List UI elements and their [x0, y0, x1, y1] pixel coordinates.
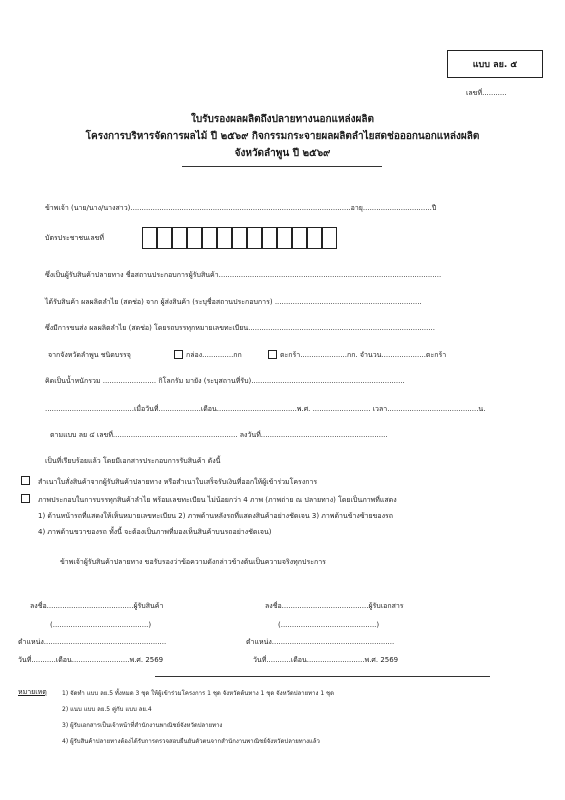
id-digit-box[interactable]: [262, 227, 277, 249]
vehicle-plate-field[interactable]: ซึ่งมีการขนส่ง ผลผลิตลำไย (สดช่อ) โดยรถบรรทุกหมายเลขทะเบียน....................................................................................: [45, 324, 436, 332]
documents-intro: เป็นที่เรียบร้อยแล้ว โดยมีเอกสารประกอบการรับสินค้า ดังนี้: [45, 457, 221, 465]
title-line-3: จังหวัดลำพูน ปี ๒๕๖๙: [234, 148, 331, 159]
name-age-field[interactable]: ข้าพเจ้า (นาย/นาง/นางสาว)...................................................................................................อายุ...............................ปี: [45, 204, 437, 212]
id-digit-box[interactable]: [142, 227, 157, 249]
receiver-signature-line[interactable]: ลงชื่อ.......................................ผู้รับสินค้า: [30, 602, 164, 610]
note-item: 3) ผู้รับเอกสารเป็นเจ้าหน้าที่สำนักงานพาณิชย์จังหวัดปลายทาง: [62, 722, 223, 729]
id-digit-box[interactable]: [292, 227, 307, 249]
ly4-reference-field[interactable]: ตามแบบ ลย ๔ เลขที่........................................................ ลงวันที่.........................................................: [50, 431, 388, 439]
id-digit-box[interactable]: [187, 227, 202, 249]
checklist-item-1-text: สำเนาใบสั่งสินค้าจากผู้รับสินค้าปลายทาง หรือสำเนาใบเสร็จรับเงินที่ออกให้ผู้เข้าร่วมโครงการ: [38, 478, 318, 486]
officer-name-line[interactable]: (...........................................): [278, 621, 380, 629]
receiver-date-line[interactable]: วันที่...........เดือน..........................พ.ศ. 2569: [18, 656, 164, 664]
certification-statement: ข้าพเจ้าผู้รับสินค้าปลายทาง ขอรับรองว่าข้อความดังกล่าวข้างต้นเป็นความจริงทุกประการ: [60, 558, 326, 566]
box-checkbox[interactable]: [174, 350, 183, 359]
packaging-label: จากจังหวัดลำพูน ชนิดบรรจุ: [48, 351, 131, 359]
photo-evidence-checkbox[interactable]: [21, 494, 30, 503]
id-digit-box[interactable]: [277, 227, 292, 249]
id-digit-box[interactable]: [307, 227, 322, 249]
id-digit-box[interactable]: [232, 227, 247, 249]
id-digit-box[interactable]: [322, 227, 337, 249]
notes-label: หมายเหตุ: [18, 688, 47, 696]
id-digit-box[interactable]: [157, 227, 172, 249]
notes-divider: [155, 676, 490, 677]
box-weight-field[interactable]: กล่อง..............กก: [186, 351, 242, 359]
officer-date-line[interactable]: วันที่...........เดือน..........................พ.ศ. 2569: [253, 656, 399, 664]
officer-position-line[interactable]: ตำแหน่ง.......................................................: [246, 638, 395, 646]
form-code-box: [447, 50, 543, 78]
receiver-name-line[interactable]: (...........................................): [50, 621, 152, 629]
id-digit-box[interactable]: [172, 227, 187, 249]
note-item: 4) ผู้รับสินค้าปลายทางต้องได้รับการตรวจสอบยืนยันตัวตนจากสำนักงานพาณิชย์จังหวัดปลายทางแล้ว: [62, 738, 320, 745]
id-digit-box[interactable]: [247, 227, 262, 249]
document-number: เลขที่...........: [466, 89, 507, 97]
officer-signature-line[interactable]: ลงชื่อ.......................................ผู้รับเอกสาร: [265, 602, 404, 610]
id-digit-box[interactable]: [217, 227, 232, 249]
checklist-item-2-line-2: 1) ด้านหน้ารถที่แสดงให้เห็นหมายเลขทะเบียน 2) ภาพด้านหลังรถที่แสดงสินค้าอย่างชัดเจน 3) ภาพด้านข้างซ้ายของรถ: [38, 512, 394, 520]
id-digit-box[interactable]: [202, 227, 217, 249]
receiver-position-line[interactable]: ตำแหน่ง.......................................................: [18, 638, 167, 646]
title-underline: [182, 166, 382, 167]
checklist-item-2-line-1: ภาพประกอบในการบรรทุกสินค้าลำไย พร้อมเลขทะเบียน ไม่น้อยกว่า 4 ภาพ (ภาพถ่าย ณ ปลายทาง) โดยเป็นภาพที่แสดง: [38, 496, 397, 504]
delivery-date-field[interactable]: ........................................เมื่อวันที่...................เดือน....................................พ.ศ. .......................... เวลา.........................................น.: [45, 405, 486, 413]
order-copy-checkbox[interactable]: [21, 476, 30, 485]
crate-weight-field[interactable]: ตะกร้า.....................กก. จำนวน....................ตะกร้า: [280, 351, 447, 359]
sender-field[interactable]: ได้รับสินค้า ผลผลิตลำไย (สดช่อ) จาก ผู้ส่งสินค้า (ระบุชื่อสถานประกอบการ) ..................................................................: [45, 298, 422, 306]
title-line-2: โครงการบริหารจัดการผลไม้ ปี ๒๕๖๙ กิจกรรมกระจายผลผลิตลำไยสดช่อออกนอกแหล่งผลิต: [85, 131, 480, 142]
checklist-item-2-line-3: 4) ภาพด้านขวาของรถ ทั้งนี้ จะต้องเป็นภาพที่มองเห็นสินค้าบนรถอย่างชัดเจน): [38, 528, 272, 536]
form-code: แบบ ลย. ๕: [472, 60, 518, 70]
crate-checkbox[interactable]: [268, 350, 277, 359]
destination-business-field[interactable]: ซึ่งเป็นผู้รับสินค้าปลายทาง ชื่อสถานประกอบการผู้รับสินค้า....................................................................................................: [45, 271, 442, 279]
total-weight-field[interactable]: คิดเป็นน้ำหนักรวม ........................ กิโลกรัม มายัง (ระบุสถานที่รับ).....................................................................: [45, 377, 405, 385]
note-item: 1) จัดทำ แบบ ลย.5 ทั้งหมด 3 ชุด ให้ผู้เข้าร่วมโครงการ 1 ชุด จังหวัดต้นทาง 1 ชุด จังหวัดปลายทาง 1 ชุด: [62, 690, 335, 697]
id-card-label: บัตรประชาชนเลขที่: [45, 234, 105, 242]
note-item: 2) แนบ แบบ ลย.5 คู่กับ แบบ ลย.4: [62, 706, 152, 713]
title-line-1: ใบรับรองผลผลิตถึงปลายทางนอกแหล่งผลิต: [190, 114, 375, 125]
